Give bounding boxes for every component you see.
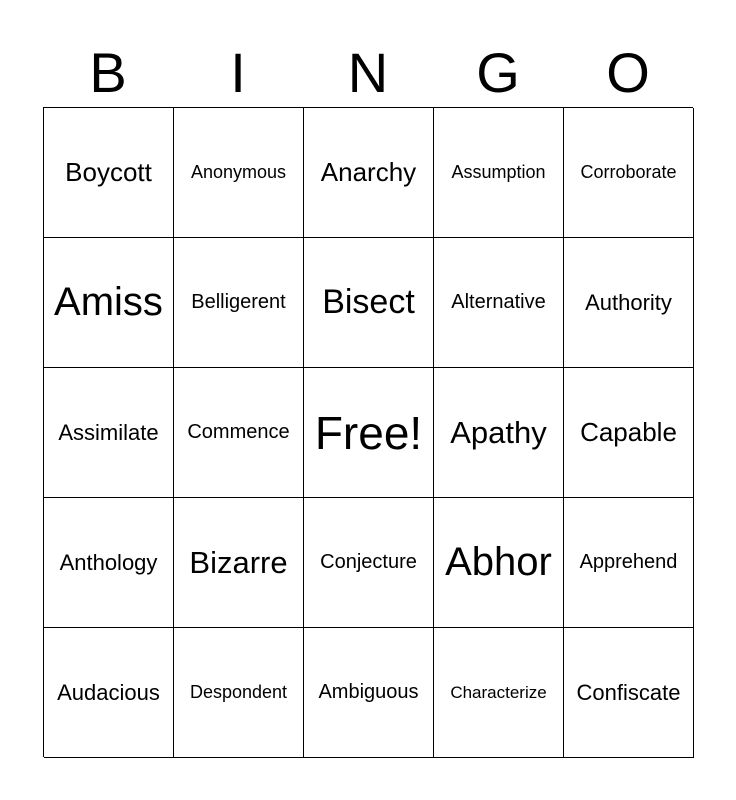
cell-word: Amiss <box>54 280 163 324</box>
bingo-cell[interactable] <box>304 238 434 368</box>
free-space-label: Free! <box>314 406 423 459</box>
bingo-header <box>43 38 693 108</box>
cell-word: Conjecture <box>320 551 417 573</box>
bingo-cell[interactable] <box>44 498 174 628</box>
bingo-cell[interactable] <box>564 108 694 238</box>
bingo-cell[interactable] <box>434 368 564 498</box>
bingo-cell[interactable] <box>564 368 694 498</box>
cell-word: Anthology <box>59 549 158 575</box>
bingo-cell[interactable] <box>564 628 694 758</box>
header-letter-b: B <box>89 41 127 104</box>
bingo-cell[interactable] <box>174 108 304 238</box>
bingo-cell[interactable] <box>174 628 304 758</box>
cell-word: Ambiguous <box>318 681 419 703</box>
cell-word: Anonymous <box>190 162 287 182</box>
cell-word: Bizarre <box>189 544 288 580</box>
cell-word: Alternative <box>451 291 546 313</box>
bingo-cell[interactable] <box>44 628 174 758</box>
cell-word: Assimilate <box>58 419 159 445</box>
bingo-cell[interactable] <box>304 108 434 238</box>
bingo-cell[interactable] <box>434 498 564 628</box>
bingo-cell[interactable] <box>174 238 304 368</box>
cell-word: Bisect <box>322 283 415 321</box>
cell-word: Despondent <box>189 682 288 702</box>
cell-word: Belligerent <box>191 291 286 313</box>
bingo-cell[interactable] <box>564 238 694 368</box>
free-space-cell[interactable] <box>304 368 434 498</box>
bingo-cell[interactable] <box>434 108 564 238</box>
cell-word: Characterize <box>450 682 547 702</box>
header-letter-i: I <box>230 41 246 104</box>
bingo-cell[interactable] <box>304 498 434 628</box>
header-letter-g: G <box>476 41 520 104</box>
cell-word: Commence <box>187 421 290 443</box>
cell-word: Capable <box>580 417 677 447</box>
bingo-cell[interactable] <box>434 628 564 758</box>
bingo-cell[interactable] <box>174 498 304 628</box>
bingo-cell[interactable] <box>44 108 174 238</box>
cell-word: Authority <box>585 289 672 315</box>
cell-word: Corroborate <box>580 162 677 182</box>
cell-word: Abhor <box>445 540 552 584</box>
cell-word: Anarchy <box>320 157 417 187</box>
header-letter-o: O <box>606 41 650 104</box>
cell-word: Boycott <box>65 157 152 187</box>
bingo-cell[interactable] <box>564 498 694 628</box>
cell-word: Apathy <box>450 414 547 450</box>
bingo-cell[interactable] <box>44 238 174 368</box>
cell-word: Apprehend <box>579 551 678 573</box>
cell-word: Assumption <box>451 162 546 182</box>
header-letter-n: N <box>347 41 389 104</box>
bingo-cell[interactable] <box>434 238 564 368</box>
bingo-board <box>43 107 693 757</box>
cell-word: Audacious <box>57 679 160 705</box>
bingo-cell[interactable] <box>174 368 304 498</box>
cell-word: Confiscate <box>576 679 681 705</box>
bingo-cell[interactable] <box>304 628 434 758</box>
bingo-cell[interactable] <box>44 368 174 498</box>
